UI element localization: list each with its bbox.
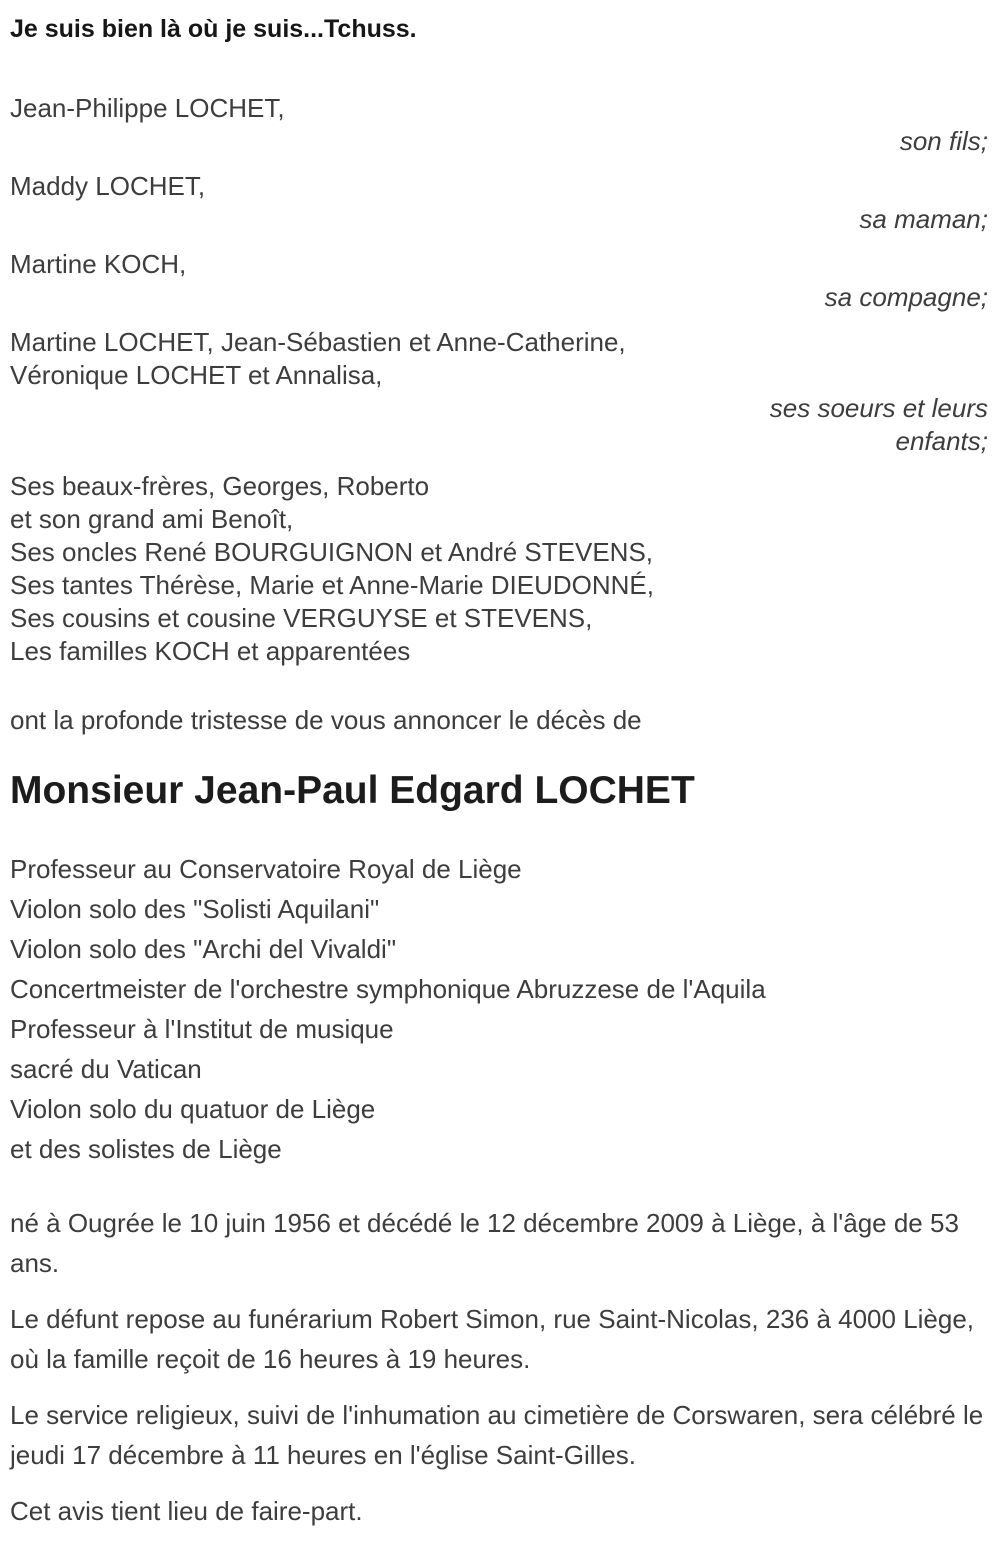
relative-name: Ses beaux-frères, Georges, Roberto <box>10 471 430 501</box>
title-line: Violon solo des "Archi del Vivaldi" <box>10 934 397 964</box>
relative-group <box>10 326 988 458</box>
title-line: Professeur à l'Institut de musique <box>10 1014 394 1044</box>
relative-name: Martine KOCH, <box>10 249 187 279</box>
relative-group <box>10 470 988 668</box>
relative-group <box>10 170 988 236</box>
relatives-section <box>10 92 988 668</box>
relative-name: Martine LOCHET, Jean-Sébastien et Anne-Catherine, <box>10 327 626 357</box>
title-line: et des solistes de Liège <box>10 1134 282 1164</box>
relative-name: et son grand ami Benoît, <box>10 504 294 534</box>
details-section <box>10 1203 988 1531</box>
service-paragraph: Le service religieux, suivi de l'inhumation au cimetière de Corswaren, sera célébré le jeudi 17 décembre à 11 heures en l'église Saint-Gilles. <box>10 1400 984 1470</box>
birth-death-paragraph: né à Ougrée le 10 juin 1956 et décédé le 12 décembre 2009 à Liège, à l'âge de 53 ans. <box>10 1208 959 1278</box>
relative-group <box>10 92 988 158</box>
title-line: Professeur au Conservatoire Royal de Liège <box>10 854 522 884</box>
title-line: sacré du Vatican <box>10 1054 202 1084</box>
relative-name: Ses oncles René BOURGUIGNON et André STEVENS, <box>10 537 654 567</box>
deceased-name: Monsieur Jean-Paul Edgard LOCHET <box>10 769 695 812</box>
relative-name: Les familles KOCH et apparentées <box>10 636 411 666</box>
epigraph: Je suis bien là où je suis...Tchuss. <box>10 15 417 43</box>
relation-label: sa maman; <box>859 204 988 234</box>
relation-label: son fils; <box>899 126 988 156</box>
title-line: Concertmeister de l'orchestre symphonique Abruzzese de l'Aquila <box>10 974 766 1004</box>
announcement-line: ont la profonde tristesse de vous annoncer le décès de <box>10 705 642 735</box>
relative-name: Ses tantes Thérèse, Marie et Anne-Marie DIEUDONNÉ, <box>10 570 654 600</box>
title-line: Violon solo des "Solisti Aquilani" <box>10 894 380 924</box>
relative-name: Ses cousins et cousine VERGUYSE et STEVENS, <box>10 603 593 633</box>
relative-name: Maddy LOCHET, <box>10 171 206 201</box>
title-line: Violon solo du quatuor de Liège <box>10 1094 376 1124</box>
relation-label: sa compagne; <box>824 282 988 312</box>
relative-name: Jean-Philippe LOCHET, <box>10 93 285 123</box>
notice-paragraph: Cet avis tient lieu de faire-part. <box>10 1496 363 1526</box>
funeral-home-paragraph: Le défunt repose au funérarium Robert Simon, rue Saint-Nicolas, 236 à 4000 Liège, où la famille reçoit de 16 heures à 19 heures. <box>10 1304 975 1374</box>
relation-label: ses soeurs et leurs enfants; <box>769 393 988 456</box>
titles-section <box>10 849 988 1169</box>
relative-group <box>10 248 988 314</box>
relative-name: Véronique LOCHET et Annalisa, <box>10 360 383 390</box>
